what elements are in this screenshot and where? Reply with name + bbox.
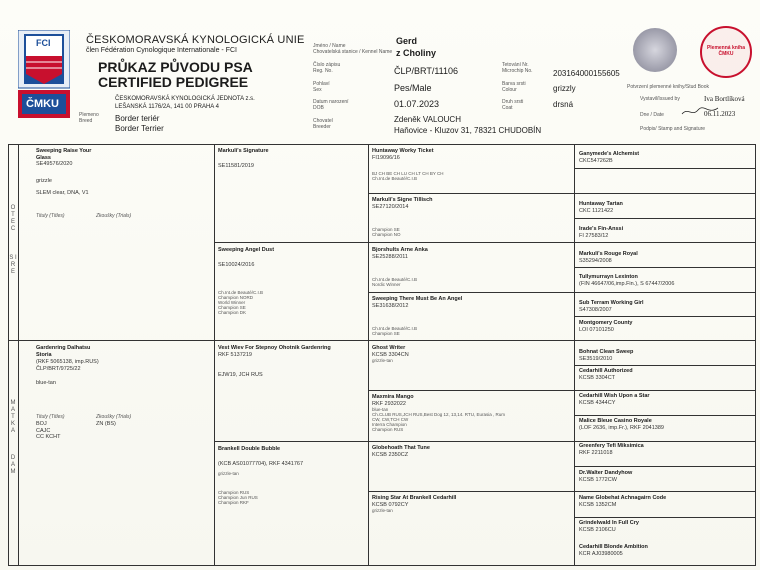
- gp-2-title-3: World Winner: [218, 300, 246, 305]
- gggp-cell: [579, 544, 648, 557]
- ggp-7-reg: KCSB 2350CZ: [372, 451, 409, 458]
- gp-1-reg: SE11581/2019: [218, 162, 254, 169]
- dam-titles-label: Tituly (Titles): [36, 414, 65, 420]
- ggp-2-title-1: Champion SE: [372, 227, 400, 232]
- dam-cell: [36, 345, 106, 387]
- ggp-2-name: Markuli's Signe Tillisch: [372, 197, 433, 203]
- ggp-cell: [372, 394, 505, 432]
- ggp-3-title-1: Ch.Int.de Beauté/C.I.B: [372, 277, 418, 282]
- fci-logo-text: FCI: [36, 38, 51, 48]
- gggp-cell: [579, 470, 632, 483]
- ggp-3-title-2: Nordic Winner: [372, 282, 401, 287]
- gggp-12-reg: RKF 2211018: [579, 449, 613, 456]
- sex: Pes/Male: [394, 83, 432, 93]
- ggp-4-reg: SE31638/2012: [372, 302, 409, 309]
- gp-4-color: grizzle-tan: [218, 471, 239, 476]
- gp-4-title-1: Champion RUS: [218, 490, 250, 495]
- cmku-logo: [18, 30, 70, 120]
- color: grizzly: [553, 84, 576, 93]
- gggp-cell: [579, 349, 633, 362]
- sex-label-en: Sex: [313, 87, 322, 93]
- stud-book-stamp: [700, 26, 752, 78]
- gggp-9-reg: KCSB 3304CT: [579, 374, 616, 381]
- gggp-5-reg: (FIN 46647/06,imp.Fin.), S 67447/2006: [579, 280, 675, 287]
- gggp-7-reg: LOI 07101250: [579, 326, 614, 333]
- gggp-13-reg: KCSB 1772CW: [579, 476, 617, 483]
- gp-cell: [218, 446, 303, 505]
- sex-label-cz: Pohlaví: [313, 81, 330, 87]
- ggp-7-name: Globehoath That Tune: [372, 445, 430, 451]
- club-line2: LEŠANSKÁ 1176/2A, 141 00 PRAHA 4: [115, 104, 219, 110]
- gp-cell: [218, 345, 358, 379]
- dog-name: Gerd: [396, 36, 418, 46]
- gggp-8-name: Bohnat Clean Sweep: [579, 349, 634, 355]
- color-label-cz: Barva srsti: [502, 81, 526, 87]
- gggp-cell: [579, 251, 638, 264]
- dam-title-1: BOJ: [36, 421, 47, 427]
- ggp-1-title-1: BJ CH BE CH LU CH LT CH BY CH: [372, 171, 444, 176]
- gggp-cell: [579, 274, 674, 287]
- dog-kennel: z Choliny: [396, 48, 436, 58]
- club-line1: ČESKOMORAVSKÁ KYNOLOGICKÁ JEDNOTA z.s.: [115, 96, 255, 102]
- ggp-cell: [372, 445, 430, 458]
- side-label-sire-cz: O T E C: [10, 205, 16, 232]
- breeder-label-cz: Chovatel: [313, 118, 333, 124]
- gggp-2-name: Huntaway Tartan: [579, 201, 623, 207]
- org-fci: člen Fédération Cynologique Internationale - FCI: [86, 47, 237, 54]
- gggp-cell: [579, 393, 650, 406]
- ggp-1-title-2: Ch.Int.de Beauté/C.I.B: [372, 176, 418, 181]
- date-label: Dne / Date: [640, 112, 664, 118]
- gggp-5-name: Tullymurrayn Lexinton: [579, 274, 638, 280]
- gggp-10-name: Cedarhill Wish Upon a Star: [579, 393, 650, 399]
- ggp-5-color: grizzle-tan: [372, 358, 393, 363]
- breed-label-cz: Plemeno: [79, 112, 99, 118]
- ggp-6-color: blue-tan: [372, 407, 389, 412]
- dam-title-3: CC KCHT: [36, 434, 61, 440]
- gggp-4-name: Markuli's Rouge Royal: [579, 251, 638, 257]
- gggp-3-name: Irade's Fin-Anssi: [579, 226, 624, 232]
- gp-2-title-1: Ch.Int.de Beauté/C.I.B: [218, 290, 264, 295]
- dob-label-en: DOB: [313, 105, 324, 111]
- dam-name: Gardenring Dalhatsu Storia: [36, 345, 91, 358]
- dam-title-2: CAJC: [36, 427, 51, 434]
- ggp-1-reg: FI19096/16: [372, 154, 400, 161]
- ggp-8-color: grizzle-tan: [372, 508, 393, 513]
- dam-tests: [96, 421, 116, 428]
- issue-date: 06.11.2023: [704, 110, 736, 118]
- gggp-cell: [579, 520, 639, 533]
- sire-reg: SE49576/2020: [36, 161, 73, 167]
- gp-3-title: EJW19, JCH RUS: [218, 372, 263, 378]
- breed-label-en: Breed: [79, 118, 93, 124]
- coat-label-en: Coat: [502, 105, 513, 111]
- gggp-2-reg: CKC 1121422: [579, 207, 614, 214]
- ggp-6-title-3: Interra Champion: [372, 422, 407, 427]
- reg-label-cz: Číslo zápisu: [313, 62, 341, 68]
- ggp-cell: [372, 247, 428, 287]
- gggp-cell: [579, 151, 639, 164]
- ggp-cell: [372, 495, 456, 513]
- ggp-4-name: Sweeping There Must Be An Angel: [372, 296, 463, 302]
- gggp-1-name: Ganymede's Alchemist: [579, 151, 640, 157]
- sire-health: SLEM clear, DNA, V1: [36, 190, 89, 196]
- gp-4-title-3: Champion RKF: [218, 500, 249, 505]
- ggp-5-name: Ghost Writer: [372, 345, 406, 351]
- gggp-cell: [579, 368, 633, 381]
- gggp-cell: [579, 226, 623, 239]
- reg-no: ČLP/BRT/11106: [394, 66, 459, 76]
- gggp-3-reg: FI 27583/12: [579, 232, 609, 239]
- ggp-1-name: Huntaway Worky Ticket: [372, 148, 434, 154]
- stamp-text: Plemenná kniha ČMKU: [706, 45, 746, 57]
- name-label-en: Chovatelská stanice / Kennel Name: [313, 49, 393, 55]
- side-label-sire-en: S I R E: [9, 255, 17, 275]
- gggp-7-name: Montgomery County: [579, 320, 633, 326]
- ggp-4-title-2: Champion SE: [372, 331, 400, 336]
- breed-cz: Border teriér: [115, 114, 160, 123]
- reg-label-en: Reg. No.: [313, 68, 333, 74]
- coat: drsná: [553, 100, 574, 109]
- breeder-address: Haňovice - Kluzov 31, 78321 CHUDOBÍN: [394, 126, 542, 135]
- side-label-dam-en: D A M: [10, 455, 16, 475]
- signature-label: Podpis/ Stamp and Signature: [640, 126, 706, 132]
- gggp-14-name: Name Globehat Achnagairn Code: [579, 495, 667, 501]
- dam-test-1: ZN (BS): [96, 421, 116, 427]
- confirm-label: Potvrzení plemenné knihy/Stud Book: [627, 84, 709, 90]
- chip-no: 203164000155605: [553, 69, 620, 78]
- gggp-cell: [579, 495, 666, 508]
- sire-color: grizzle: [36, 177, 52, 184]
- gggp-11-name: Malice Bleue Casino Royale: [579, 418, 652, 424]
- cmku-logo-text: ČMKU: [26, 98, 59, 110]
- ggp-6-title-2: CW, CW,TCH CW: [372, 417, 409, 422]
- gggp-16-reg: KCR AJ03980005: [579, 550, 623, 557]
- gggp-15-reg: KCSB 2106CU: [579, 526, 616, 533]
- title-en: CERTIFIED PEDIGREE: [98, 74, 249, 90]
- dam-reg2: ČLP/BRT/9725/22: [36, 365, 81, 372]
- dam-tests-label: Zkoušky (Trials): [96, 414, 132, 420]
- gggp-16-name: Cedarhill Blonde Ambition: [579, 544, 648, 550]
- gggp-cell: [579, 201, 623, 214]
- gggp-cell: [579, 443, 644, 456]
- sire-name: Sweeping Raise Your Glass: [36, 148, 92, 161]
- gggp-13-name: Dr.Walter Dandyhow: [579, 470, 633, 476]
- sire-titles-label: Tituly (Titles): [36, 213, 65, 219]
- ggp-cell: [372, 148, 444, 181]
- gp-2-title-2: Champion NORD: [218, 295, 254, 300]
- dob: 01.07.2023: [394, 99, 440, 109]
- sire-tests-label: Zkoušky (Trials): [96, 213, 132, 219]
- side-label-dam-cz: M A T K A: [10, 400, 16, 434]
- gp-2-title-4: Champion SE: [218, 305, 246, 310]
- gggp-6-reg: S47308/2007: [579, 306, 612, 313]
- issued-by-label: Vystavil/Issued by: [640, 96, 680, 102]
- gggp-14-reg: KCSB 1352CM: [579, 501, 617, 508]
- gggp-8-reg: SE3519/2010: [579, 355, 613, 362]
- gggp-11-reg: (LOF 2636, imp.Fr.), RKF 2041389: [579, 424, 664, 431]
- ggp-cell: [372, 345, 409, 363]
- dam-reg: (RKF 5065138, imp.RUS): [36, 359, 99, 365]
- gggp-12-name: Greenfery Tefi Miksimica: [579, 443, 644, 449]
- ggp-cell: [372, 197, 433, 237]
- gp-cell: [218, 247, 274, 315]
- gggp-6-name: Sub Terram Working Girl: [579, 300, 644, 306]
- breeder-label-en: Breeder: [313, 124, 331, 130]
- chip-label-en: Microchip No.: [502, 68, 533, 74]
- hologram-seal: [633, 28, 677, 72]
- gp-1-name: Markuli's Signature: [218, 148, 269, 154]
- gggp-1-reg: CKC547262B: [579, 157, 613, 164]
- breed-en: Border Terrier: [115, 124, 164, 133]
- ggp-6-name: Maxmira Mango: [372, 394, 414, 400]
- chip-label-cz: Tetování Nr.: [502, 62, 529, 68]
- gp-3-name: Vest Wiev For Stepnoy Ohotnik Gardenring: [218, 345, 331, 351]
- breeder-name: Zdeněk VALOUCH: [394, 115, 461, 124]
- gggp-cell: [579, 320, 632, 333]
- gp-cell: [218, 148, 269, 169]
- ggp-2-title-2: Champion NO: [372, 232, 401, 237]
- name-label-cz: Jméno / Name: [313, 43, 346, 49]
- issued-by: Iva Bortlíková: [704, 95, 745, 103]
- ggp-3-reg: SE25288/2011: [372, 253, 408, 260]
- dob-label-cz: Datum narození: [313, 99, 349, 105]
- gp-2-reg: SE10024/2016: [218, 261, 255, 268]
- ggp-5-reg: KCSB 3304CN: [372, 351, 409, 358]
- coat-label-cz: Druh srsti: [502, 99, 524, 105]
- title-cz: PRŮKAZ PŮVODU PSA: [98, 59, 253, 75]
- ggp-8-name: Rising Star At Brankell Cedarhill: [372, 495, 457, 501]
- gp-4-reg: (KCB AS01077704), RKF 4341767: [218, 460, 304, 467]
- gggp-4-reg: S35294/2008: [579, 257, 612, 264]
- dam-titles: [36, 421, 60, 441]
- color-label-en: Colour: [502, 87, 517, 93]
- ggp-4-title-1: Ch.Int.de Beauté/C.I.B: [372, 326, 418, 331]
- gp-2-title-5: Champion DK: [218, 310, 247, 315]
- dam-color: blue-tan: [36, 380, 56, 386]
- ggp-6-title-1: Ch.CLUB RUS,JCH RUS,Best Dog 12, 13,14. RTU, Eurasia , Rum: [372, 412, 505, 417]
- ggp-2-reg: SE27120/2014: [372, 203, 409, 210]
- ggp-3-name: Bjorshults Arne Anka: [372, 247, 428, 253]
- gp-3-reg: RKF 5137219: [218, 351, 252, 358]
- gp-4-title-2: Champion Jun RUS: [218, 495, 258, 500]
- signature: [680, 104, 720, 116]
- gp-4-name: Brankell Double Bubble: [218, 446, 281, 452]
- gggp-10-reg: KCSB 4344CY: [579, 399, 616, 406]
- org-name: ČESKOMORAVSKÁ KYNOLOGICKÁ UNIE: [86, 34, 305, 46]
- ggp-6-reg: RKF 2932022: [372, 400, 406, 407]
- gggp-cell: [579, 418, 664, 431]
- sire-cell: [36, 148, 96, 197]
- ggp-cell: [372, 296, 462, 336]
- gp-2-name: Sweeping Angel Dust: [218, 247, 275, 253]
- ggp-8-reg: KCSB 0792CY: [372, 501, 409, 508]
- ggp-6-title-4: Champion RUS: [372, 427, 404, 432]
- gggp-9-name: Cedarhill Authorized: [579, 368, 633, 374]
- gggp-15-name: Grindelwald In Full Cry: [579, 520, 639, 526]
- gggp-cell: [579, 300, 644, 313]
